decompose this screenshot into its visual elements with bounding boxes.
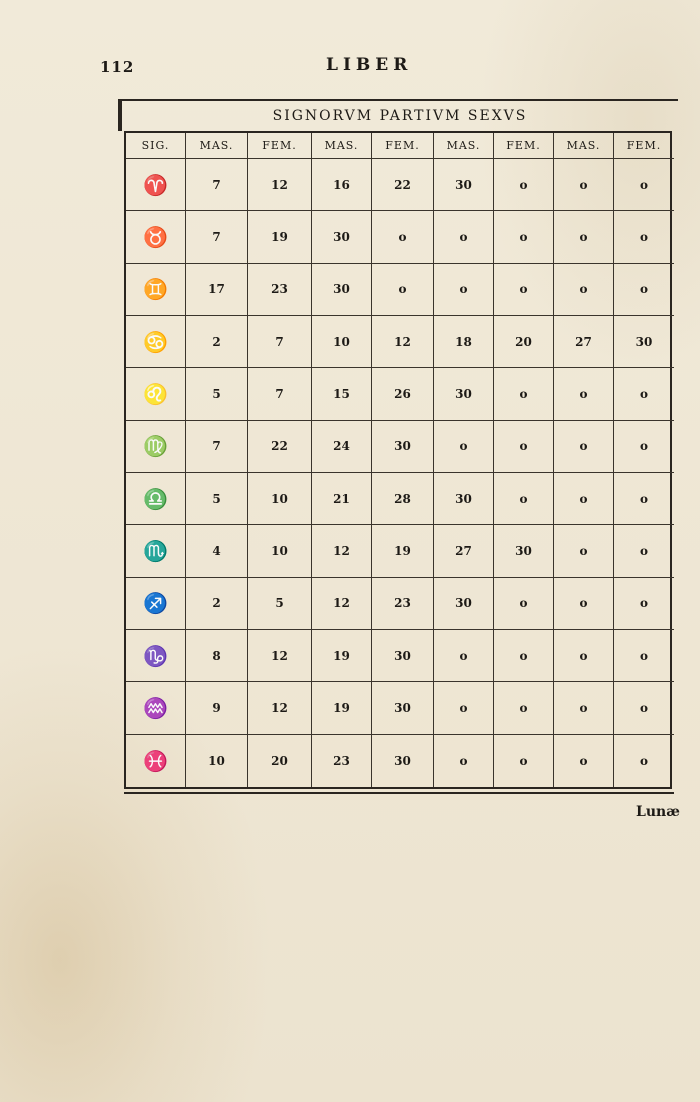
table-cell: 8 bbox=[186, 630, 248, 682]
table-cell: 7 bbox=[186, 159, 248, 211]
table-cell: o bbox=[614, 211, 674, 263]
table-cell: 30 bbox=[434, 578, 494, 630]
table-cell: o bbox=[494, 159, 554, 211]
zodiac-sign-icon: ♊ bbox=[126, 264, 186, 316]
table-cell: 10 bbox=[248, 525, 312, 577]
zodiac-sign-icon: ♑ bbox=[126, 630, 186, 682]
zodiac-sign-icon: ♒ bbox=[126, 682, 186, 734]
table-cell: o bbox=[494, 473, 554, 525]
table-cell: 30 bbox=[372, 682, 434, 734]
table-cell: 23 bbox=[312, 735, 372, 787]
table-cell: 12 bbox=[312, 578, 372, 630]
table-cell: 5 bbox=[186, 368, 248, 420]
table-cell: o bbox=[554, 368, 614, 420]
table-cell: o bbox=[614, 525, 674, 577]
table-cell: 21 bbox=[312, 473, 372, 525]
table-cell: o bbox=[554, 578, 614, 630]
column-header: FEM. bbox=[248, 133, 312, 159]
table-cell: o bbox=[434, 264, 494, 316]
zodiac-sign-icon: ♓ bbox=[126, 735, 186, 787]
table-cell: o bbox=[434, 211, 494, 263]
signs-sex-degrees-table bbox=[124, 131, 672, 789]
table-cell: o bbox=[554, 159, 614, 211]
table-cell: 7 bbox=[186, 211, 248, 263]
column-header: MAS. bbox=[312, 133, 372, 159]
table-cell: 28 bbox=[372, 473, 434, 525]
table-cell: o bbox=[494, 368, 554, 420]
table-cell: 7 bbox=[248, 368, 312, 420]
table-cell: 30 bbox=[372, 630, 434, 682]
table-cell: o bbox=[494, 421, 554, 473]
zodiac-sign-icon: ♏ bbox=[126, 525, 186, 577]
table-cell: 30 bbox=[312, 264, 372, 316]
table-cell: 30 bbox=[434, 368, 494, 420]
table-cell: o bbox=[554, 473, 614, 525]
table-cell: o bbox=[494, 735, 554, 787]
table-bottom-rule bbox=[124, 792, 674, 794]
table-cell: 26 bbox=[372, 368, 434, 420]
column-header: MAS. bbox=[434, 133, 494, 159]
table-cell: 30 bbox=[494, 525, 554, 577]
table-cell: 12 bbox=[372, 316, 434, 368]
table-cell: 12 bbox=[248, 682, 312, 734]
table-cell: 23 bbox=[372, 578, 434, 630]
zodiac-sign-icon: ♈ bbox=[126, 159, 186, 211]
table-cell: 18 bbox=[434, 316, 494, 368]
zodiac-sign-icon: ♐ bbox=[126, 578, 186, 630]
table-cell: o bbox=[494, 211, 554, 263]
table-cell: 12 bbox=[312, 525, 372, 577]
table-cell: 30 bbox=[434, 473, 494, 525]
table-cell: 10 bbox=[186, 735, 248, 787]
table-cell: o bbox=[494, 264, 554, 316]
table-cell: 20 bbox=[494, 316, 554, 368]
table-cell: 23 bbox=[248, 264, 312, 316]
table-cell: 30 bbox=[434, 159, 494, 211]
table-cell: 12 bbox=[248, 159, 312, 211]
catchword: Lunæ bbox=[636, 804, 680, 820]
table-cell: 5 bbox=[248, 578, 312, 630]
table-cell: o bbox=[554, 525, 614, 577]
table-cell: 22 bbox=[372, 159, 434, 211]
table-cell: 24 bbox=[312, 421, 372, 473]
table-cell: o bbox=[434, 421, 494, 473]
table-cell: o bbox=[372, 264, 434, 316]
table-cell: 10 bbox=[312, 316, 372, 368]
table-cell: 9 bbox=[186, 682, 248, 734]
table-cell: 7 bbox=[186, 421, 248, 473]
column-header: FEM. bbox=[372, 133, 434, 159]
table-cell: o bbox=[614, 578, 674, 630]
column-header: MAS. bbox=[554, 133, 614, 159]
table-cell: o bbox=[614, 368, 674, 420]
table-cell: 22 bbox=[248, 421, 312, 473]
table-cell: o bbox=[494, 578, 554, 630]
table-cell: 5 bbox=[186, 473, 248, 525]
table-cell: o bbox=[614, 264, 674, 316]
table-cell: 30 bbox=[372, 421, 434, 473]
table-cell: o bbox=[372, 211, 434, 263]
table-cell: 19 bbox=[248, 211, 312, 263]
zodiac-sign-icon: ♎ bbox=[126, 473, 186, 525]
table-cell: 15 bbox=[312, 368, 372, 420]
table-cell: 16 bbox=[312, 159, 372, 211]
table-cell: 20 bbox=[248, 735, 312, 787]
column-header: MAS. bbox=[186, 133, 248, 159]
table-cell: o bbox=[639, 753, 648, 768]
table-cell: 19 bbox=[372, 525, 434, 577]
table-cell: o bbox=[614, 473, 674, 525]
table-cell: 4 bbox=[186, 525, 248, 577]
table-cell: 30 bbox=[614, 316, 674, 368]
table-cell: 7 bbox=[248, 316, 312, 368]
table-cell: o bbox=[554, 630, 614, 682]
table-cell: o bbox=[554, 682, 614, 734]
table-cell: o bbox=[554, 421, 614, 473]
table-cell: o bbox=[434, 630, 494, 682]
table-cell: o bbox=[554, 211, 614, 263]
table-cell: o bbox=[434, 682, 494, 734]
zodiac-sign-icon: ♉ bbox=[126, 211, 186, 263]
table-cell: o bbox=[614, 630, 674, 682]
table-cell: o bbox=[494, 630, 554, 682]
table-cell: o bbox=[614, 682, 674, 734]
zodiac-sign-icon: ♋ bbox=[126, 316, 186, 368]
table-cell: o bbox=[554, 735, 614, 787]
table-cell: 17 bbox=[186, 264, 248, 316]
table-cell: o bbox=[554, 264, 614, 316]
table-cell: 19 bbox=[312, 682, 372, 734]
column-header: SIG. bbox=[126, 133, 186, 159]
table-title: SIGNORVM PARTIVM SEXVS bbox=[118, 99, 678, 131]
table-cell: 19 bbox=[312, 630, 372, 682]
page-number: 112 bbox=[100, 58, 135, 76]
running-head: LIBER bbox=[326, 55, 413, 75]
table-cell: 27 bbox=[554, 316, 614, 368]
table-cell: o bbox=[434, 735, 494, 787]
table-cell: 30 bbox=[372, 735, 434, 787]
zodiac-sign-icon: ♌ bbox=[126, 368, 186, 420]
table-cell: 12 bbox=[248, 630, 312, 682]
table-cell: 10 bbox=[248, 473, 312, 525]
table-cell: 2 bbox=[186, 578, 248, 630]
table-cell: o bbox=[614, 159, 674, 211]
zodiac-sign-icon: ♍ bbox=[126, 421, 186, 473]
column-header: FEM. bbox=[614, 133, 674, 159]
table-cell: o bbox=[614, 421, 674, 473]
table-cell: 2 bbox=[186, 316, 248, 368]
column-header: FEM. bbox=[494, 133, 554, 159]
table-cell: 30 bbox=[312, 211, 372, 263]
table-cell: 27 bbox=[434, 525, 494, 577]
table-cell: o bbox=[494, 682, 554, 734]
